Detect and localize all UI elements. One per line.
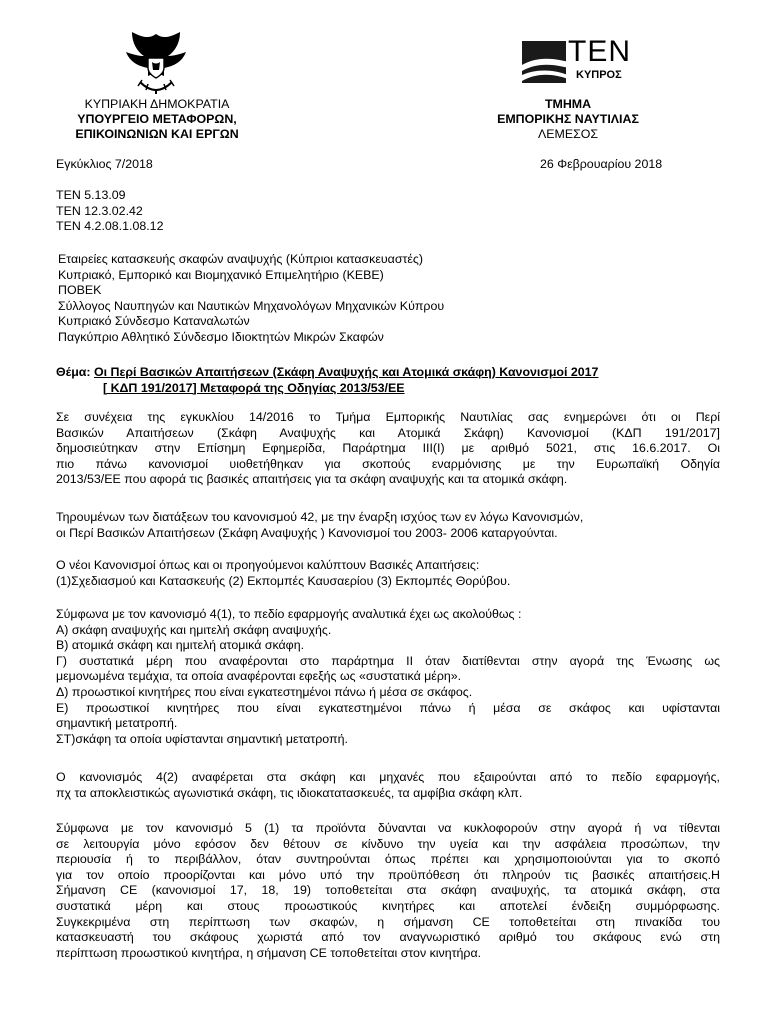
paragraph-1 [56,410,720,488]
paragraph-line: Σήμανση CE (κανονισμοί 17, 18, 19) τοποθετείται στα σκάφη αναψυχής, τα ατομικά σκάφη, στα [56,883,720,898]
header-republic: ΚΥΠΡΙΑΚΗ ΔΗΜΟΚΡΑΤΙΑ [84,97,230,111]
paragraph-5 [56,770,720,801]
list-item: Β) ατομικά σκάφη και ημιτελή ατομικά σκάφη. [56,638,305,653]
header-ministry-line1: ΥΠΟΥΡΓΕΙΟ ΜΕΤΑΦΟΡΩΝ, [77,112,237,126]
recipient-line: Παγκύπριο Αθλητικό Σύνδεσμο Ιδιοκτητών Μικρών Σκαφών [58,329,384,344]
recipient-line: Εταιρείες κατασκευής σκαφών αναψυχής (Κύπριοι κατασκευαστές) [58,252,424,266]
paragraph-line: Συγκεκριμένα στη περίπτωση των σκαφών, η σήμανση CE τοποθετείται στη πινακίδα του [56,914,720,929]
reference-line: ΤΕΝ 5.13.09 [56,188,126,202]
recipient-line: Σύλλογος Ναυπηγών και Ναυτικών Μηχανολόγων Μηχανικών Κύπρου [58,298,445,313]
paragraph-line: σε λειτουργία μόνο εφόσον δεν θέτουν σε κίνδυνο την υγεία και την ασφάλεια προσώπων, την [56,836,720,851]
paragraph-2 [56,510,720,541]
list-item: Γ) συστατικά μέρη που αναφέρονται στο παράρτημα ΙΙ όταν διατίθενται στην αγορά της Ένωσης ως [56,653,720,668]
paragraph-line: Σε συνέχεια της εγκυκλίου 14/2016 το Τμήμα Εμπορικής Ναυτιλίας σας ενημερώνει ότι οι Περί [56,410,720,424]
paragraph-line: οι Περί Βασικών Απαιτήσεων (Σκάφη Αναψυχής ) Κανονισμοί του 2003- 2006 καταργούνται. [56,525,558,540]
paragraph-3 [56,558,720,589]
reference-line: ΤΕΝ 12.3.02.42 [56,203,143,218]
header-department-line2: ΕΜΠΟΡΙΚΗΣ ΝΑΥΤΙΛΙΑΣ [497,112,639,126]
list-item: Ε) προωστικοί κινητήρες που είναι εγκατεστημένοι πάνω ή μέσα σε σκάφος και υφίστανται [56,700,720,715]
paragraph-line: δημοσιεύτηκαν στην Επίσημη Εφημερίδα, Παράρτημα ΙΙΙ(Ι) με αριθμό 5021, στις 16.6.2017. Οι [56,441,720,456]
paragraph-4 [56,607,720,747]
paragraph-6 [56,821,720,961]
paragraph-line: περιουσία ή το περιβάλλον, όταν συντηρούνται όπως πρέπει και χρησιμοποιούνται για το σκοπό [56,852,720,867]
paragraph-line: πιο πάνω κανονισμοί υιοθετήθηκαν για σκοπούς εναρμόνισης με την Ευρωπαϊκή Οδηγία [56,456,720,471]
paragraph-line: συστατικά μέρη και στους προωστικούς κινητήρες και αποτελεί ένδειξη συμμόρφωσης. [56,898,720,913]
recipient-line: Κυπριακό, Εμπορικό και Βιομηχανικό Επιμελητήριο (ΚΕΒΕ) [58,267,384,282]
recipient-line: Κυπριακό Σύνδεσμο Καταναλωτών [58,314,250,329]
circular-number: Εγκύκλιος 7/2018 [56,157,153,171]
paragraph-line: Βασικών Απαιτήσεων (Σκάφη Αναψυχής και Ατομικά Σκάφη) Κανονισμοί (ΚΔΠ 191/2017] [56,425,720,440]
subject-title-line2: [ ΚΔΠ 191/2017] Μεταφορά της Οδηγίας 2013/53/ΕΕ [103,380,405,395]
paragraph-line: 2013/53/ΕΕ που αφορά τις βασικές απαιτήσεις για τα σκάφη αναψυχής και τα ατομικά σκάφη. [56,472,568,487]
recipients [58,252,444,346]
paragraph-line: Ο νέοι Κανονισμοί όπως και οι προηγούμενοι καλύπτουν Βασικές Απαιτήσεις: [56,558,480,572]
paragraph-line: (1)Σχεδιασμού και Κατασκευής (2) Εκπομπές Καυσαερίου (3) Εκπομπές Θορύβου. [56,573,511,588]
list-item: σημαντική μετατροπή. [56,716,178,731]
ten-logo [518,35,631,87]
subject-label: Θέμα: [56,365,91,379]
list-item: Α) σκάφη αναψυχής και ημιτελή σκάφη αναψυχής. [56,622,332,637]
header-department-line1: ΤΜΗΜΑ [544,97,592,111]
reference-line: ΤΕΝ 4.2.08.1.08.12 [56,219,164,234]
document-date: 26 Φεβρουαρίου 2018 [540,157,663,171]
paragraph-line: περίπτωση προωστικού κινητήρα, η σήμανση CE τοποθετείται στον κινητήρα. [56,945,482,960]
paragraph-line: για τον οποίο προορίζονται και μόνο υπό την προϋπόθεση ότι πληρούν τις βασικές απαιτήσεις.Η [56,867,720,882]
subject-title-line1: Οι Περί Βασικών Απαιτήσεων (Σκάφη Αναψυχής και Ατομικά σκάφη) Κανονισμοί 2017 [94,365,599,379]
recipient-line: ΠΟΒΕΚ [58,283,102,298]
paragraph-line: Τηρουμένων των διατάξεων του κανονισμού 42, με την έναρξη ισχύος των εν λόγω Κανονισμών, [56,510,584,524]
list-item: Δ) προωστικοί κινητήρες που είναι εγκατεστημένοι πάνω ή μέσα σε σκάφος. [56,684,473,699]
ten-logo-text: TEN [568,35,631,68]
paragraph-line: Σύμφωνα με τον κανονισμό 5 (1) τα προϊόντα δύνανται να κυκλοφορούν στην αγορά ή να τίθενται [56,821,720,835]
header-ministry-line2: ΕΠΙΚΟΙΝΩΝΙΩΝ ΚΑΙ ΕΡΓΩΝ [75,127,239,141]
paragraph-line: κατασκευαστή του σκάφους χωριστά από τον αναγνωριστικό αριθμό του σκάφους ενώ στη [56,930,720,945]
paragraph-line: Σύμφωνα με τον κανονισμό 4(1), το πεδίο εφαρμογής αναλυτικά έχει ως ακολούθως : [56,607,522,621]
coat-of-arms-icon [118,30,194,96]
paragraph-line: πχ τα αποκλειστικώς αγωνιστικά σκάφη, τις ιδιοκατατασκευές, τα αμφίβια σκάφη κλπ. [56,785,523,800]
list-item: ΣΤ)σκάφη τα οποία υφίστανται σημαντική μετατροπή. [56,731,348,746]
ten-logo-subtext: ΚΥΠΡΟΣ [576,69,622,81]
subject [56,365,598,396]
list-item: μεμονωμένα τεμάχια, τα οποία αναφέρονται εφεξής ως «συστατικά μέρη». [56,669,462,684]
references [56,188,163,235]
header-city: ΛΕΜΕΣΟΣ [537,127,599,141]
paragraph-line: Ο κανονισμός 4(2) αναφέρεται στα σκάφη και μηχανές που εξαιρούνται από το πεδίο εφαρμογής, [56,770,720,784]
